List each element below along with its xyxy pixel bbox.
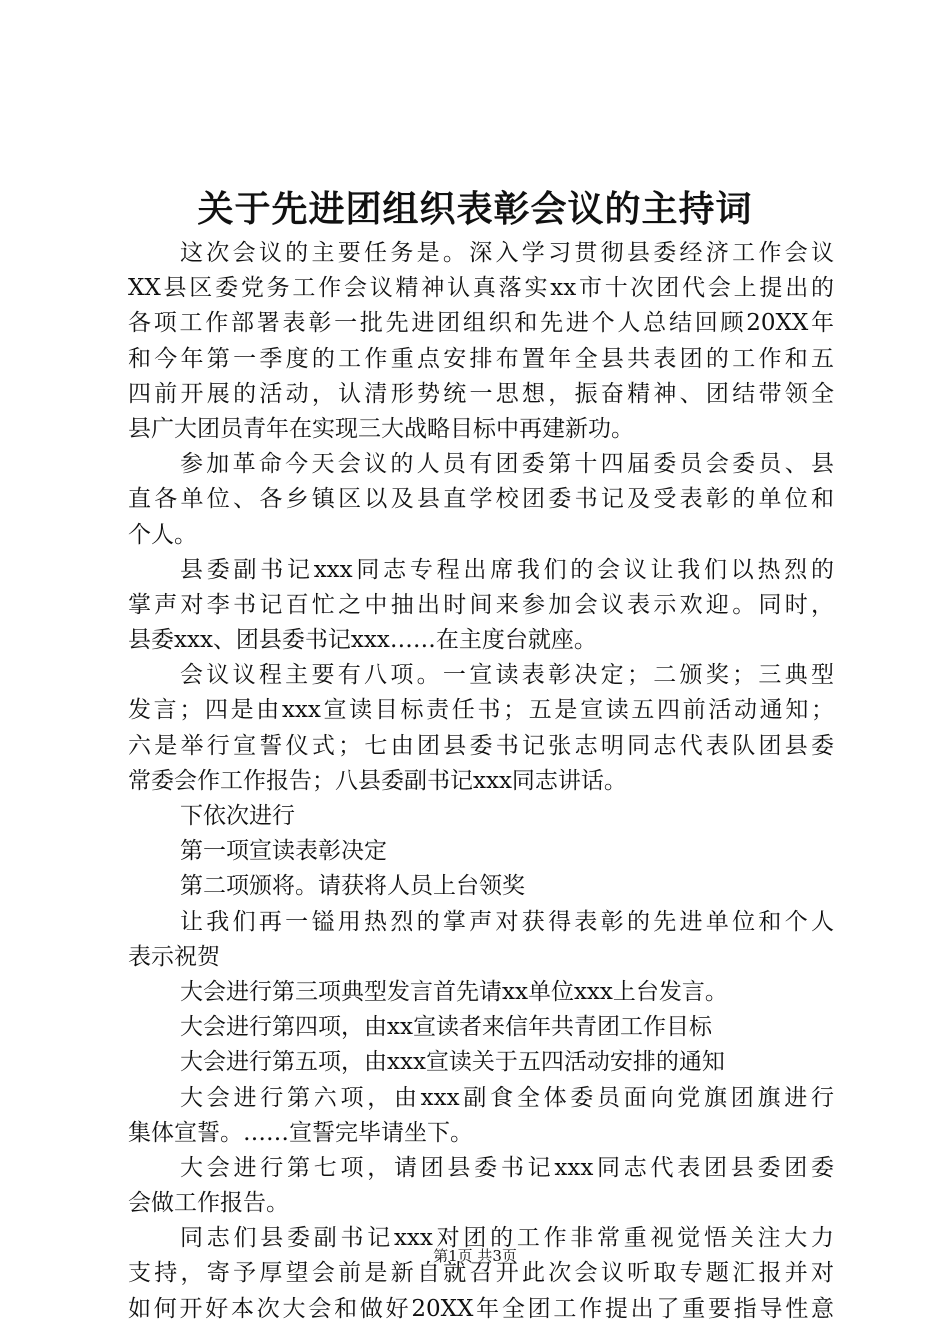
text-line: 参加革命今天会议的人员有团委第十四届委员会委员、县 (180, 451, 834, 478)
document-title: 关于先进团组织表彰会议的主持词 (197, 188, 753, 230)
text-line: 表示祝贺 (128, 943, 220, 970)
text-line: 四前开展的活动，认清形势统一思想，振奋精神、团结带领全 (128, 380, 834, 407)
text-line: 常委会作工作报告；八县委副书记xxx同志讲话。 (128, 767, 627, 794)
text-line: 集体宣誓。……宣誓完毕请坐下。 (128, 1119, 473, 1146)
text-line: 大会进行第四项，由xx宣读者来信年共青团工作目标 (180, 1014, 712, 1041)
text-line: 让我们再一镒用热烈的掌声对获得表彰的先进单位和个人 (180, 908, 834, 935)
text-line: XX县区委党务工作会议精神认真落实xx市十次团代会上提出的 (128, 275, 834, 302)
page-number: 第1页 共3页 (433, 1247, 517, 1265)
text-line: 各项工作部署表彰一批先进团组织和先进个人总结回顾20XX年 (128, 310, 834, 337)
text-line: 这次会议的主要任务是。深入学习贯彻县委经济工作会议 (180, 240, 834, 266)
text-line: 支持，寄予厚望会前是新自就召开此次会议听取专题汇报并对 (128, 1260, 834, 1287)
text-line: 大会进行第五项，由xxx宣读关于五四活动安排的通知 (180, 1049, 725, 1076)
text-line: 县广大团员青年在实现三大战略目标中再建新功。 (128, 415, 634, 442)
text-line: 大会进行第六项，由xxx副食全体委员面向党旗团旗进行 (180, 1084, 834, 1111)
text-line: 第一项宣读表彰决定 (180, 838, 387, 865)
text-line: 和今年第一季度的工作重点安排布置年全县共表团的工作和五 (128, 345, 834, 372)
text-line: 同志们县委副书记xxx对团的工作非常重视觉悟关注大力 (180, 1225, 834, 1252)
text-line: 大会进行第三项典型发言首先请xx单位xxx上台发言。 (180, 978, 728, 1005)
document-body (128, 236, 834, 1327)
text-line: 如何开好本次大会和做好20XX年全团工作提出了重要指导性意 (128, 1295, 834, 1322)
text-line: 直各单位、各乡镇区以及县直学校团委书记及受表彰的单位和 (128, 486, 834, 513)
text-line: 掌声对李书记百忙之中抽出时间来参加会议表示欢迎。同时， (128, 591, 834, 618)
text-line: 县委xxx、团县委书记xxx……在主度台就座。 (128, 627, 597, 654)
text-line: 会做工作报告。 (128, 1190, 289, 1217)
text-line: 第二项颁将。请获将人员上台领奖 (180, 873, 525, 900)
text-line: 下依次进行 (180, 803, 295, 829)
text-line: 个人。 (128, 521, 197, 548)
text-line: 县委副书记xxx同志专程出席我们的会议让我们以热烈的 (180, 556, 834, 583)
text-line: 六是举行宣誓仪式；七由团县委书记张志明同志代表队团县委 (128, 732, 834, 759)
text-line: 发言；四是由xxx宣读目标责任书；五是宣读五四前活动通知； (128, 697, 834, 724)
text-line: 会议议程主要有八项。一宣读表彰决定；二颁奖；三典型 (180, 662, 834, 689)
text-line: 大会进行第七项，请团县委书记xxx同志代表团县委团委 (180, 1154, 834, 1181)
